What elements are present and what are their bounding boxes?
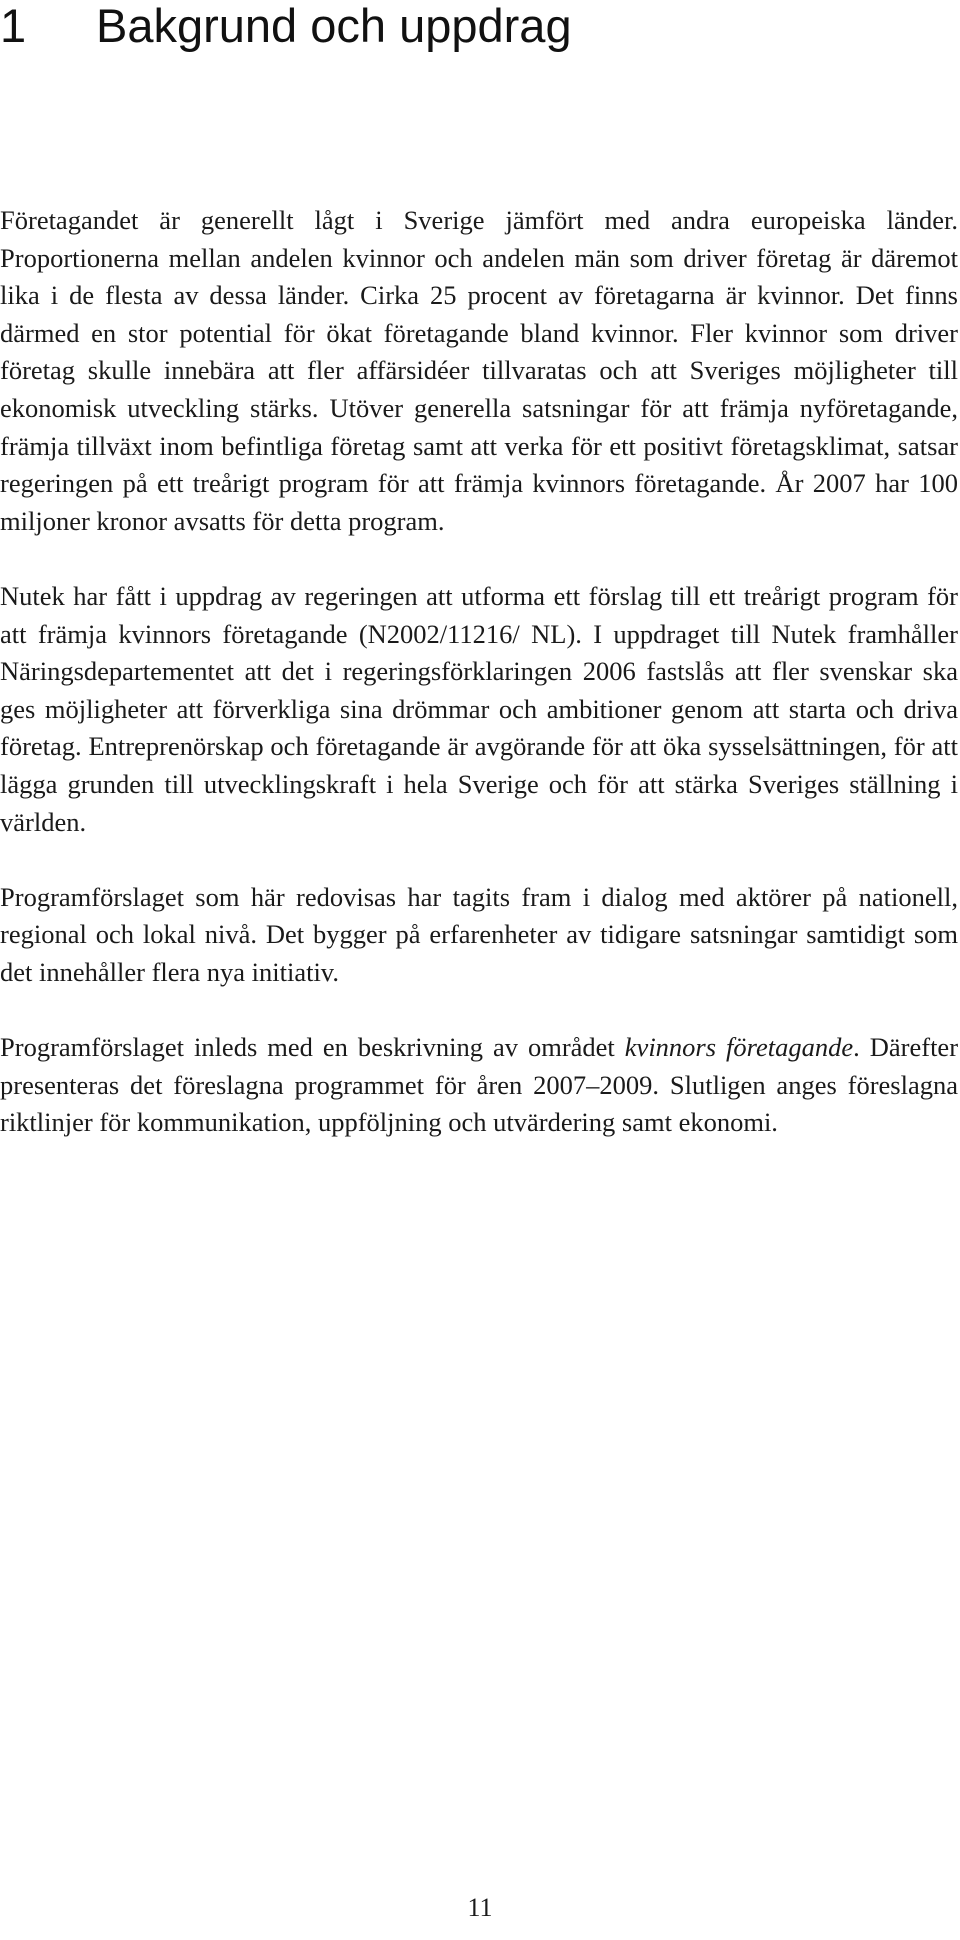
- paragraph-4: [0, 1029, 958, 1142]
- paragraph-4-text-after: . Därefter presenteras det föreslagna programmet för åren 2007–2009. Slutligen anges föreslagna riktlinjer för kommunikation, uppföljning och utvärdering samt ekonomi.: [0, 1032, 959, 1138]
- paragraph-2: Nutek har fått i uppdrag av regeringen att utforma ett förslag till ett treårigt program för att främja kvinnors företagande (N2002/11216/ NL). I uppdraget till Nutek framhåller Näringsdepartementet att det i regeringsförklaringen 2006 fastslås att fler svenskar ska ges möjligheter att förverkliga sina drömmar och ambitioner genom att starta och driva företag. Entreprenörskap och företagande är avgörande för att öka sysselsättningen, för att lägga grunden till utvecklingskraft i hela Sverige och för att stärka Sveriges ställning i världen.: [0, 580, 958, 837]
- paragraph-3: Programförslaget som här redovisas har tagits fram i dialog med aktörer på nationell, regional och lokal nivå. Det bygger på erfarenheter av tidigare satsningar samtidigt som det innehåller flera nya initiativ.: [0, 881, 958, 987]
- section-number: 1: [0, 0, 27, 52]
- page-number: 11: [467, 1893, 493, 1922]
- section-heading: [0, 0, 572, 52]
- paragraph-1: Företagandet är generellt lågt i Sverige jämfört med andra europeiska länder. Proportionerna mellan andelen kvinnor och andelen män som driver företag är däremot lika i de flesta av dessa länder. Cirka 25 procent av företagarna är kvinnor. Det finns därmed en stor potential för ökat företagande bland kvinnor. Fler kvinnor som driver företag skulle innebära att fler affärsidéer tillvaratas och att Sveriges möjligheter till ekonomisk utveckling stärks. Utöver generella satsningar för att främja nyföretagande, främja tillväxt inom befintliga företag samt att verka för ett positivt företagsklimat, satsar regeringen på ett treårigt program för att främja kvinnors företagande. År 2007 har 100 miljoner kronor avsatts för detta program.: [0, 205, 958, 536]
- section-title: Bakgrund och uppdrag: [96, 0, 572, 52]
- paragraph-4-emphasis: kvinnors företagande: [624, 1032, 854, 1063]
- paragraph-4-text-before: Programförslaget inleds med en beskrivning av området: [0, 1032, 625, 1063]
- body-text: [0, 202, 958, 1142]
